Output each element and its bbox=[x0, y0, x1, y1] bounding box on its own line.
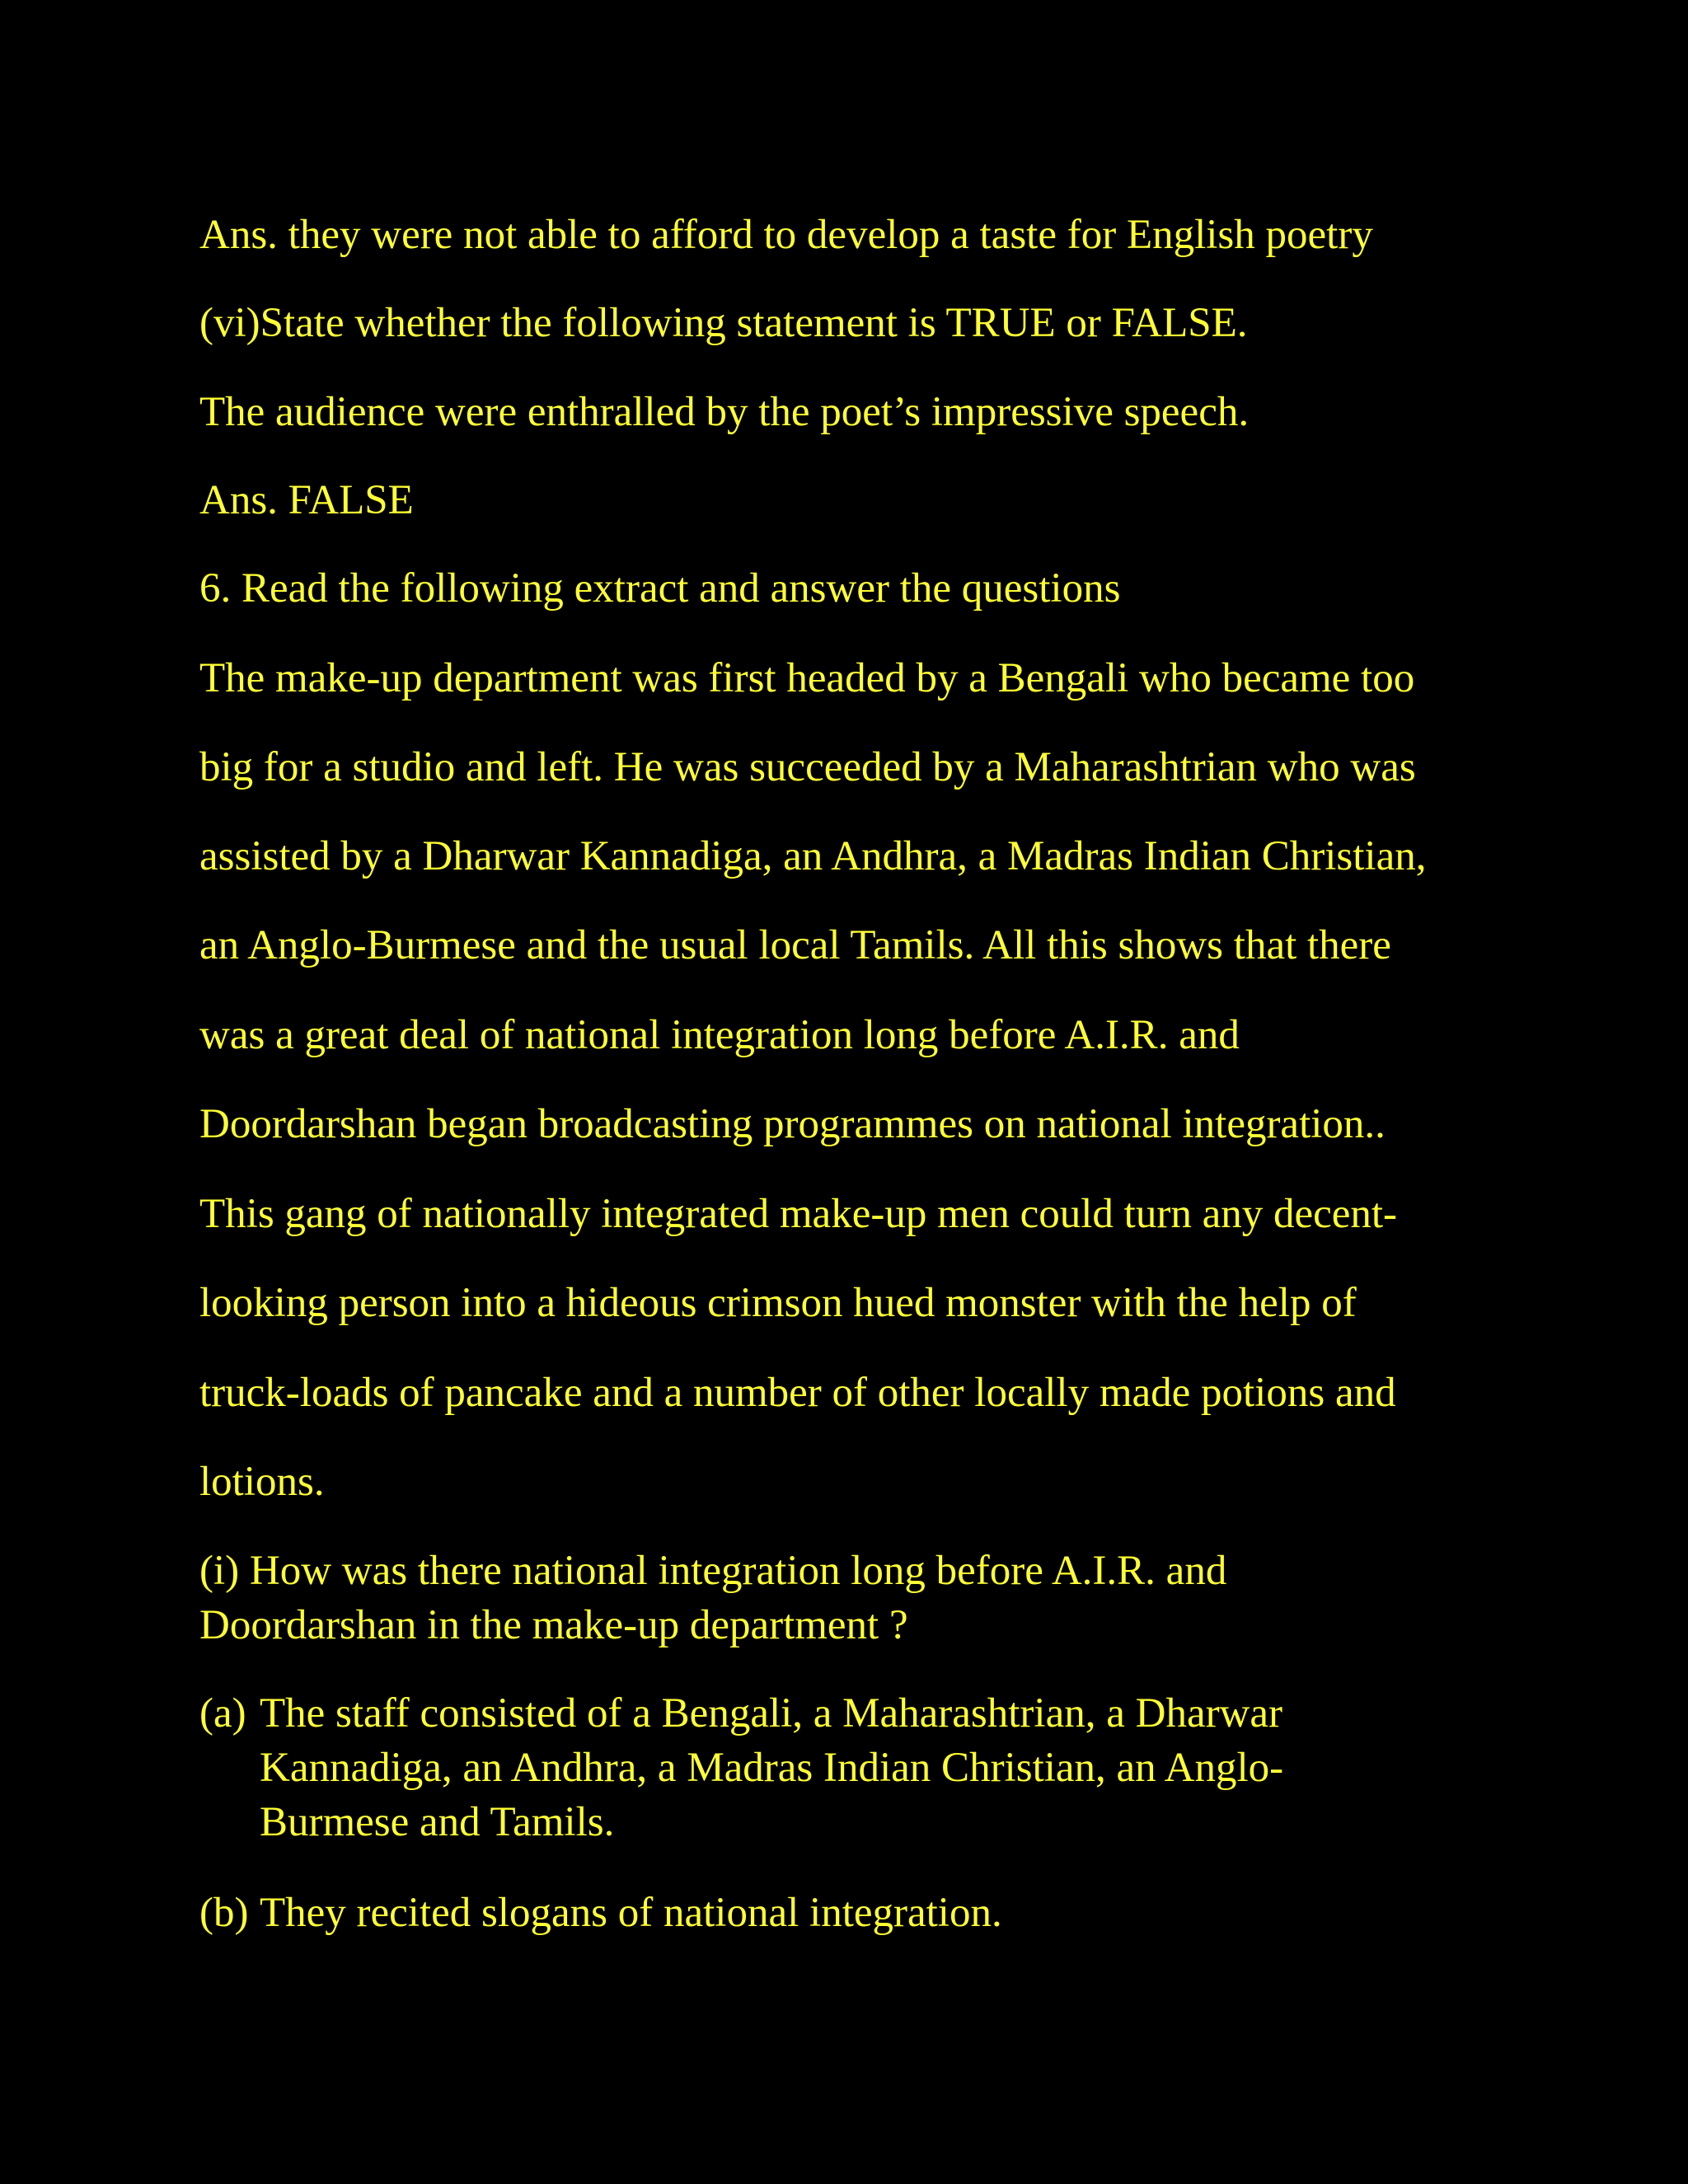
extract-line: assisted by a Dharwar Kannadiga, an Andhra, a Madras Indian Christian, bbox=[199, 833, 1427, 879]
extract-line: looking person into a hideous crimson hued monster with the help of bbox=[199, 1280, 1357, 1326]
extract-line: truck-loads of pancake and a number of other locally made potions and bbox=[199, 1370, 1396, 1416]
option-a-line: Kannadiga, an Andhra, a Madras Indian Christian, an Anglo- bbox=[260, 1745, 1284, 1791]
question-i-line: (i) How was there national integration long before A.I.R. and bbox=[199, 1548, 1227, 1594]
extract-line: lotions. bbox=[199, 1459, 325, 1505]
previous-answer: Ans. they were not able to afford to develop a taste for English poetry bbox=[199, 212, 1373, 258]
extract-line: Doordarshan began broadcasting programmes on national integration.. bbox=[199, 1101, 1386, 1147]
question-vi-text: State whether the following statement is TRUE or FALSE. bbox=[260, 300, 1248, 346]
option-a bbox=[199, 1689, 1601, 1854]
option-a-line: Burmese and Tamils. bbox=[260, 1799, 615, 1845]
statement-text: The audience were enthralled by the poet’s impressive speech. bbox=[199, 389, 1250, 435]
extract-line: The make-up department was first headed by a Bengali who became too bbox=[199, 655, 1415, 701]
extract-line: an Anglo-Burmese and the usual local Tamils. All this shows that there bbox=[199, 922, 1391, 968]
question-vi bbox=[199, 298, 1248, 348]
option-b-label: (b) bbox=[199, 1890, 249, 1936]
question-vi-label: (vi) bbox=[199, 300, 260, 346]
option-b-line: They recited slogans of national integration. bbox=[260, 1890, 1002, 1936]
question-i-line: Doordarshan in the make-up department ? bbox=[199, 1602, 908, 1648]
extract-line: This gang of nationally integrated make-up men could turn any decent- bbox=[199, 1191, 1398, 1237]
section-6-heading: 6. Read the following extract and answer the questions bbox=[199, 565, 1121, 612]
option-a-line: The staff consisted of a Bengali, a Maharashtrian, a Dharwar bbox=[260, 1690, 1283, 1736]
answer-vi: Ans. FALSE bbox=[199, 477, 414, 523]
option-a-label: (a) bbox=[199, 1690, 246, 1736]
extract-line: big for a studio and left. He was succeeded by a Maharashtrian who was bbox=[199, 744, 1416, 790]
option-b bbox=[199, 1888, 1601, 1946]
extract-line: was a great deal of national integration long before A.I.R. and bbox=[199, 1012, 1240, 1058]
